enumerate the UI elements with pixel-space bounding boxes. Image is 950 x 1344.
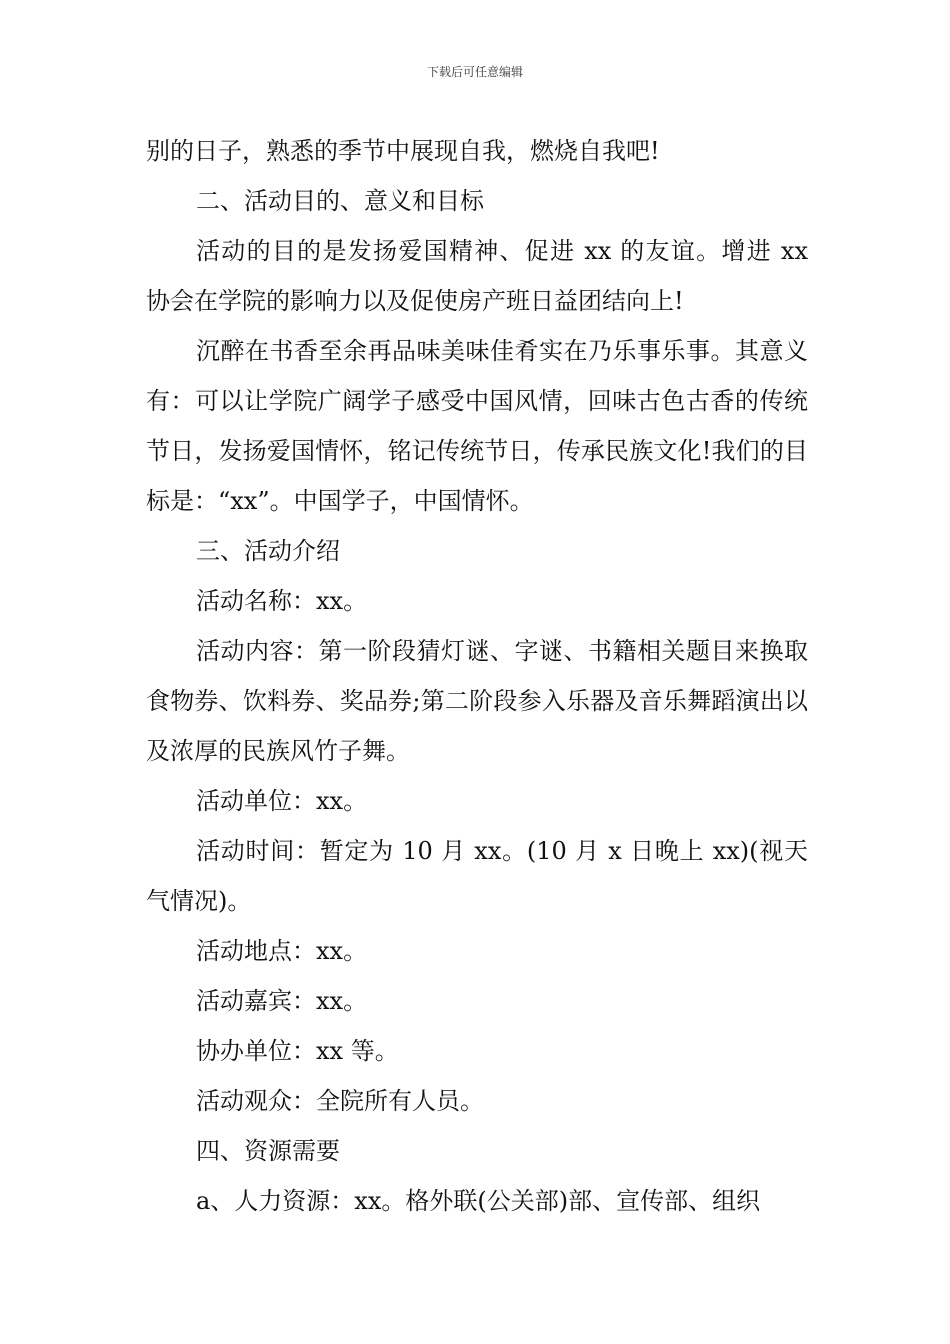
document-body — [146, 126, 808, 1226]
paragraph: 活动内容：第一阶段猜灯谜、字谜、书籍相关题目来换取食物券、饮料券、奖品券;第二阶段参入乐器及音乐舞蹈演出以及浓厚的民族风竹子舞。 — [146, 637, 808, 765]
section-heading: 二、活动目的、意义和目标 — [196, 187, 484, 215]
paragraph: 别的日子，熟悉的季节中展现自我，燃烧自我吧! — [146, 137, 660, 165]
paragraph: 活动地点：xx。 — [196, 937, 368, 965]
paragraph: 沉醉在书香至余再品味美味佳肴实在乃乐事乐事。其意义有：可以让学院广阔学子感受中国风情，回味古色古香的传统节日，发扬爱国情怀，铭记传统节日，传承民族文化!我们的目标是：“xx”。中国学子，中国情怀。 — [146, 337, 808, 515]
paragraph: 活动的目的是发扬爱国精神、促进 xx 的友谊。增进 xx 协会在学院的影响力以及促使房产班日益团结向上! — [146, 237, 808, 315]
paragraph: 活动时间：暂定为 10 月 xx。(10 月 x 日晚上 xx)(视天气情况)。 — [146, 837, 808, 915]
paragraph: a、人力资源：xx。格外联(公关部)部、宣传部、组织 — [196, 1187, 761, 1215]
page-header: 下载后可任意编辑 — [426, 65, 523, 79]
paragraph: 协办单位：xx 等。 — [196, 1037, 399, 1065]
section-heading: 三、活动介绍 — [196, 537, 340, 565]
paragraph: 活动嘉宾：xx。 — [196, 987, 368, 1015]
paragraph: 活动单位：xx。 — [196, 787, 368, 815]
section-heading: 四、资源需要 — [196, 1137, 340, 1165]
paragraph: 活动名称：xx。 — [196, 587, 368, 615]
paragraph: 活动观众：全院所有人员。 — [196, 1087, 484, 1115]
